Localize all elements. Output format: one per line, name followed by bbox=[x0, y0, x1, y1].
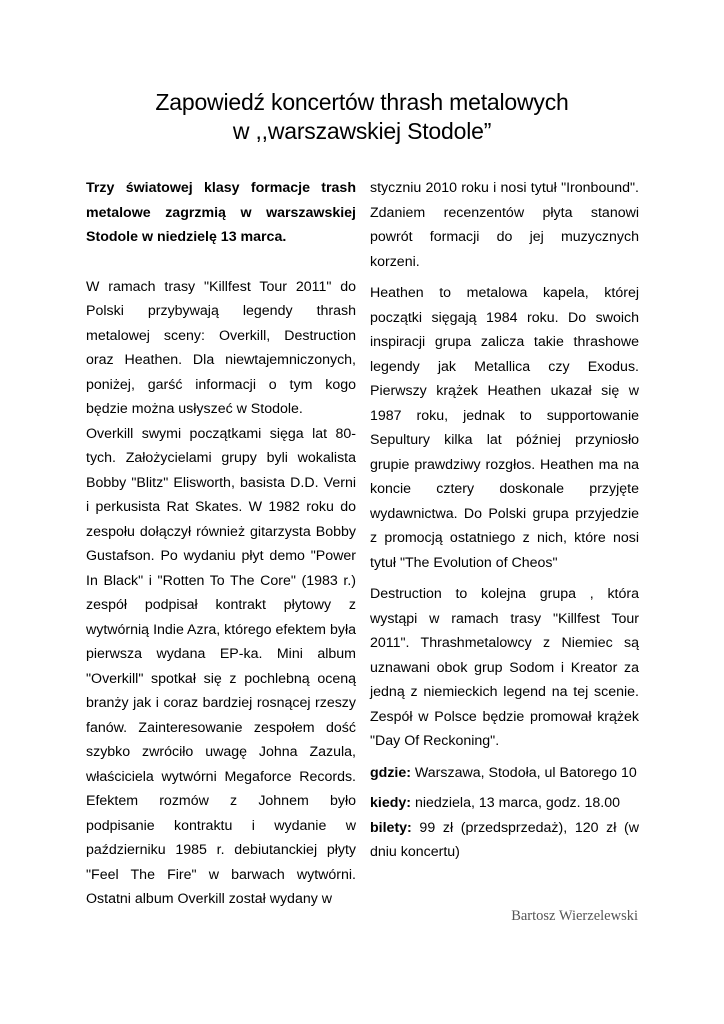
overkill-continued-paragraph: styczniu 2010 roku i nosi tytuł "Ironbound". Zdaniem recenzentów płyta stanowi powrót formacji do jej muzycznych korzeni. bbox=[370, 180, 639, 270]
location-label: gdzie: bbox=[370, 764, 411, 781]
tickets-value: 99 zł (przedsprzedaż), 120 zł (w dniu koncertu) bbox=[370, 819, 639, 860]
intro-paragraph: W ramach trasy "Killfest Tour 2011" do Polski przybywają legendy thrash metalowej sceny: Overkill, Destruction oraz Heathen. Dla niewtajemniczonych, poniżej, garść informacji o tym kogo będzie można usłyszeć w Stodole. bbox=[86, 278, 356, 417]
date-value: niedziela, 13 marca, godz. 18.00 bbox=[411, 795, 621, 811]
event-date bbox=[370, 791, 639, 816]
article-title bbox=[60, 88, 664, 146]
event-location bbox=[370, 761, 639, 786]
date-label: kiedy: bbox=[370, 795, 412, 811]
left-column bbox=[86, 176, 356, 912]
lead-paragraph: Trzy światowej klasy formacje trash metalowe zagrzmią w warszawskiej Stodole w niedzielę 13 marca. bbox=[86, 180, 356, 245]
right-column bbox=[370, 176, 639, 865]
title-line-1: Zapowiedź koncertów thrash metalowych bbox=[155, 89, 569, 115]
location-value: Warszawa, Stodoła, ul Batorego 10 bbox=[410, 764, 637, 781]
author-signature: Bartosz Wierzelewski bbox=[511, 908, 638, 924]
event-info bbox=[370, 761, 639, 865]
event-tickets bbox=[370, 816, 639, 865]
heathen-paragraph: Heathen to metalowa kapela, której początki sięgają 1984 roku. Do swoich inspiracji grupa zalicza takie thrashowe legendy jak Metallica czy Exodus. Pierwszy krążek Heathen ukazał się w 1987 roku, jednak to supportowanie Sepultury kilka lat później przyniosło grupie prawdziwy rozgłos. Heathen ma na koncie cztery doskonale przyjęte wydawnictwa. Do Polski grupa przyjedzie z promocją ostatniego z nich, które nosi tytuł "The Evolution of Cheos" bbox=[370, 285, 639, 571]
overkill-paragraph: Overkill swymi początkami sięga lat 80-tych. Założycielami grupy byli wokalista Bobby "Blitz" Elisworth, basista D.D. Verni i perkusista Rat Skates. W 1982 roku do zespołu dołączył również gitarzysta Bobby Gustafson. Po wydaniu płyt demo "Power In Black" i "Rotten To The Core" (1983 r.) zespół podpisał kontrakt płytowy z wytwórnią Indie Azra, którego efektem była pierwsza wydana EP-ka. Mini album "Overkill" spotkał się z pochlebną oceną branży jak i coraz bardziej rosnącej rzeszy fanów. Zainteresowanie zespołem dość szybko zwróciło uwagę Johna Zazula, właściciela wytwórni Megaforce Records. Efektem rozmów z Johnem było podpisanie kontraktu i wydanie w październiku 1985 r. debiutanckiej płyty "Feel The Fire" w barwach wytwórni. Ostatni album Overkill został wydany w bbox=[86, 425, 356, 907]
tickets-label: bilety: bbox=[370, 819, 412, 836]
title-line-2: w ,,warszawskiej Stodole” bbox=[232, 118, 492, 144]
destruction-paragraph: Destruction to kolejna grupa , która wystąpi w ramach trasy "Killfest Tour 2011". Thrashmetalowcy z Niemiec są uznawani obok grup Sodom i Kreator za jedną z niemieckich legend na tej scenie. Zespół w Polsce będzie promował krążek "Day Of Reckoning". bbox=[370, 586, 639, 749]
